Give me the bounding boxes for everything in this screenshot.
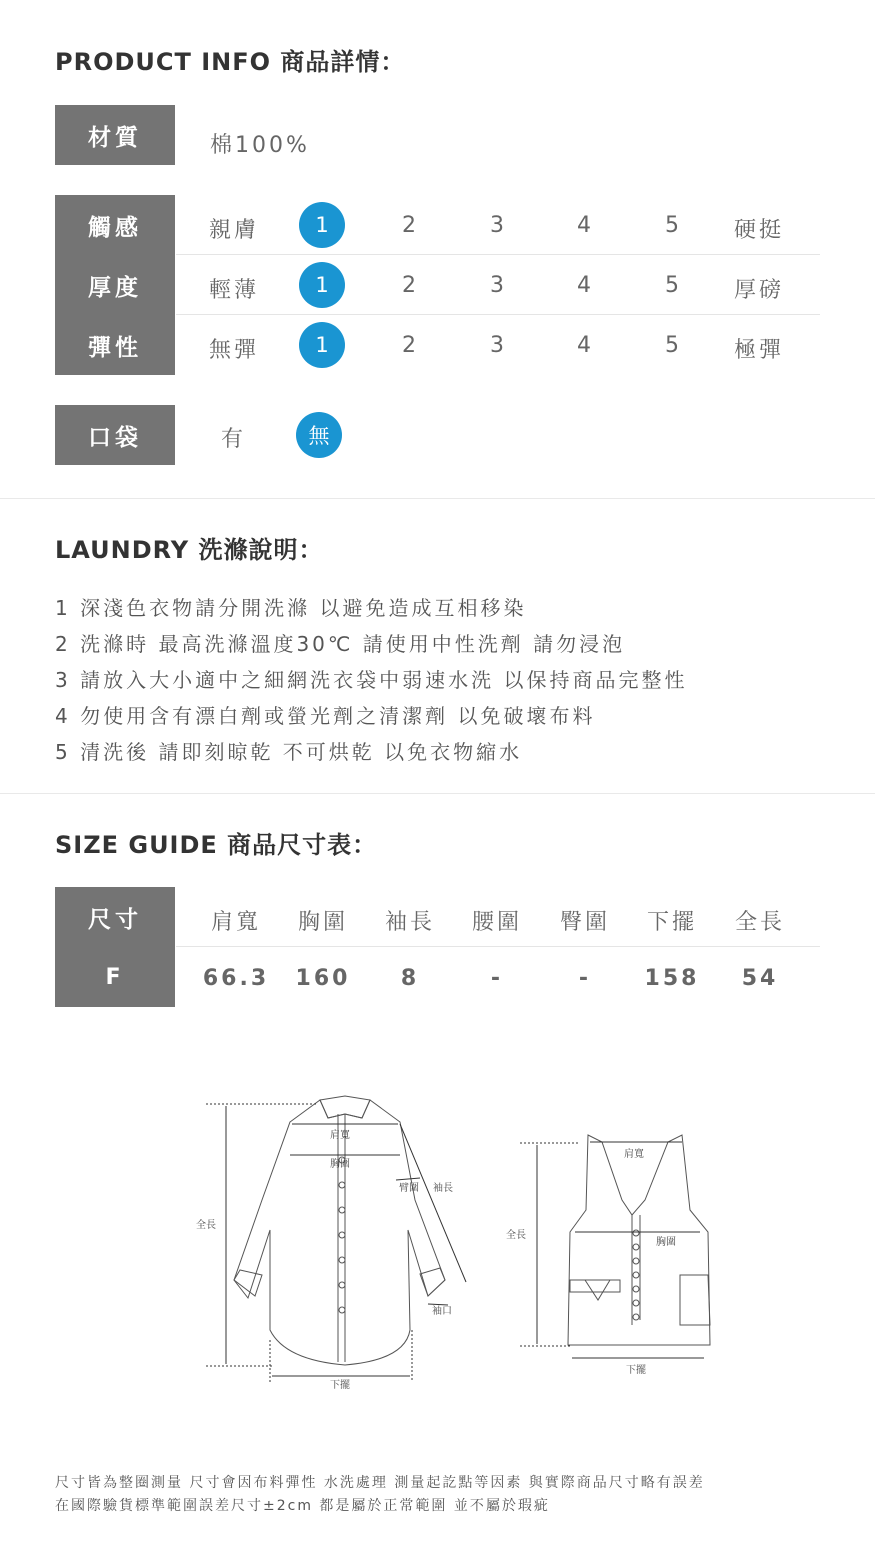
scale-high-label: 硬挺	[734, 218, 785, 243]
scale-selected-marker: 1	[299, 202, 345, 248]
row-separator	[176, 314, 820, 315]
scale-number: 5	[665, 213, 679, 238]
scale-number: 2	[402, 273, 416, 298]
vest-shoulder-label: 肩寬	[624, 1149, 644, 1160]
size-diagram	[0, 1080, 875, 1400]
pocket-no-selected: 無	[296, 412, 342, 458]
col-waist: 腰圍	[471, 910, 522, 935]
row-separator	[176, 254, 820, 255]
val-length: 54	[741, 966, 779, 991]
shirt-hem-label: 下擺	[330, 1380, 350, 1391]
scale-selected-marker: 1	[299, 322, 345, 368]
scale-number: 2	[402, 213, 416, 238]
scale-number: 4	[577, 213, 591, 238]
material-value: 棉100%	[210, 133, 310, 158]
laundry-title: LAUNDRY 洗滌說明：	[55, 536, 324, 564]
scale-number: 4	[577, 273, 591, 298]
val-waist: -	[490, 966, 504, 991]
col-shoulder: 肩寬	[210, 910, 261, 935]
scale-label: 彈性	[55, 315, 175, 375]
vest-dimensions	[520, 1142, 704, 1358]
shirt-dimensions	[206, 1104, 466, 1382]
shirt-sleeve-label: 袖長	[433, 1183, 453, 1194]
divider	[0, 793, 875, 794]
divider	[0, 498, 875, 499]
size-header-label: 尺寸	[55, 887, 175, 947]
scale-number: 2	[402, 333, 416, 358]
val-hip: -	[578, 966, 592, 991]
laundry-item: 2 洗滌時 最高洗滌溫度30℃ 請使用中性洗劑 請勿浸泡	[55, 632, 626, 656]
val-shoulder: 66.3	[202, 966, 270, 991]
shirt-arm-label: 臂圍	[399, 1183, 419, 1194]
scale-low-label: 親膚	[209, 218, 260, 243]
col-chest: 胸圍	[297, 910, 348, 935]
scale-number: 3	[490, 333, 504, 358]
val-hem: 158	[644, 966, 700, 991]
scale-number: 4	[577, 333, 591, 358]
scale-number: 3	[490, 273, 504, 298]
scale-label: 厚度	[55, 255, 175, 315]
size-f-label: F	[55, 947, 175, 1007]
laundry-item: 3 請放入大小適中之細網洗衣袋中弱速水洗 以保持商品完整性	[55, 668, 688, 692]
laundry-item: 4 勿使用含有漂白劑或螢光劑之清潔劑 以免破壞布料	[55, 704, 596, 728]
pocket-label: 口袋	[55, 405, 175, 465]
scale-low-label: 輕薄	[209, 278, 260, 303]
vest-hem-label: 下擺	[626, 1365, 646, 1376]
scale-low-label: 無彈	[209, 338, 260, 363]
shirt-chest-label: 胸圍	[330, 1159, 350, 1170]
vest-chest-label: 胸圍	[656, 1237, 676, 1248]
shirt-shoulder-label: 肩寬	[330, 1130, 350, 1141]
scale-high-label: 極彈	[734, 338, 785, 363]
product-info-title: PRODUCT INFO 商品詳情：	[55, 48, 406, 76]
col-length: 全長	[734, 910, 785, 935]
vest-length-label: 全長	[506, 1230, 526, 1241]
shirt-length-label: 全長	[196, 1220, 216, 1231]
col-hip: 臀圍	[559, 910, 610, 935]
pocket-yes: 有	[221, 427, 247, 452]
scale-label: 觸感	[55, 195, 175, 255]
laundry-item: 5 清洗後 請即刻晾乾 不可烘乾 以免衣物縮水	[55, 740, 523, 764]
footnote-line: 尺寸皆為整圈測量 尺寸會因布料彈性 水洗處理 測量起訖點等因素 與實際商品尺寸略有誤差	[55, 1475, 705, 1491]
material-label: 材質	[55, 105, 175, 165]
scale-number: 5	[665, 333, 679, 358]
vest-illustration	[568, 1135, 710, 1345]
scale-selected-marker: 1	[299, 262, 345, 308]
scale-high-label: 厚磅	[734, 278, 785, 303]
val-chest: 160	[295, 966, 351, 991]
footnote-line: 在國際驗貨標準範圍誤差尺寸±2cm 都是屬於正常範圍 並不屬於瑕疵	[55, 1498, 550, 1514]
size-guide-title: SIZE GUIDE 商品尺寸表：	[55, 831, 378, 859]
col-sleeve: 袖長	[384, 910, 435, 935]
laundry-item: 1 深淺色衣物請分開洗滌 以避免造成互相移染	[55, 596, 527, 620]
col-hem: 下擺	[646, 910, 697, 935]
scale-number: 5	[665, 273, 679, 298]
row-separator	[176, 946, 820, 947]
shirt-cuff-label: 袖口	[432, 1306, 452, 1317]
scale-number: 3	[490, 213, 504, 238]
val-sleeve: 8	[400, 966, 420, 991]
